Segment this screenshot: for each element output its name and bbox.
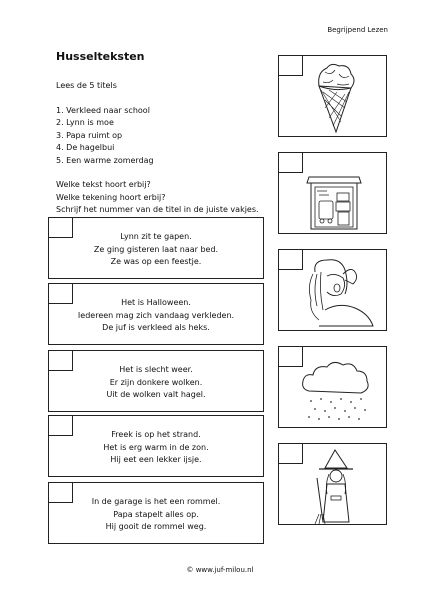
picture-box-5 xyxy=(278,443,387,525)
text-line: De juf is verkleed als heks. xyxy=(102,323,210,332)
text-line: Papa stapelt alles op. xyxy=(113,509,199,519)
title-item-1: 1. Verkleed naar school xyxy=(56,105,150,115)
picture-box-4 xyxy=(278,346,387,428)
text-box-4 xyxy=(48,415,264,477)
text-box-1 xyxy=(48,217,264,279)
text-line: Uit de wolken valt hagel. xyxy=(106,390,206,399)
text-line: Ze ging gisteren laat naar bed. xyxy=(93,244,219,254)
ice-cream-icon xyxy=(279,56,388,138)
text-line: Het is Halloween. xyxy=(121,298,191,307)
text-line: Lynn zit te gapen. xyxy=(120,232,192,241)
garage-icon xyxy=(279,153,388,235)
picture-box-3 xyxy=(278,249,387,331)
text-line: Iedereen mag zich vandaag verkleden. xyxy=(77,310,235,320)
footer-credit: © www.juf-milou.nl xyxy=(186,566,254,574)
witch-icon xyxy=(279,444,388,526)
text-box-5 xyxy=(48,482,264,544)
text-line: Hij gooit de rommel weg. xyxy=(105,522,207,531)
text-line: Ze was op een feestje. xyxy=(110,257,202,266)
instructions xyxy=(56,80,259,217)
page-title: Husselteksten xyxy=(56,50,145,63)
instruction-read-titles: Lees de 5 titels xyxy=(56,81,117,90)
title-item-4: 4. De hagelbui xyxy=(56,143,115,152)
text-line: Het is erg warm in de zon. xyxy=(103,442,209,452)
question-text: Welke tekst hoort erbij? xyxy=(56,180,151,189)
hail-cloud-icon xyxy=(279,347,388,429)
text-line: Er zijn donkere wolken. xyxy=(109,377,203,387)
text-box-3 xyxy=(48,350,264,412)
text-line: Hij eet een lekker ijsje. xyxy=(110,455,202,464)
text-box-2 xyxy=(48,283,264,345)
title-item-5: 5. Een warme zomerdag xyxy=(56,155,154,165)
text-line: Het is slecht weer. xyxy=(119,365,193,374)
yawning-girl-icon xyxy=(279,250,388,332)
question-picture: Welke tekening hoort erbij? xyxy=(56,192,166,202)
title-item-2: 2. Lynn is moe xyxy=(56,118,114,127)
title-item-3: 3. Papa ruimt op xyxy=(56,130,123,140)
text-line: In de garage is het een rommel. xyxy=(91,497,221,506)
picture-box-2 xyxy=(278,152,387,234)
picture-box-1 xyxy=(278,55,387,137)
question-instruction: Schrijf het nummer van de titel in de juiste vakjes. xyxy=(56,205,259,214)
text-line: Freek is op het strand. xyxy=(111,430,201,439)
header-subject: Begrijpend Lezen xyxy=(327,26,388,34)
